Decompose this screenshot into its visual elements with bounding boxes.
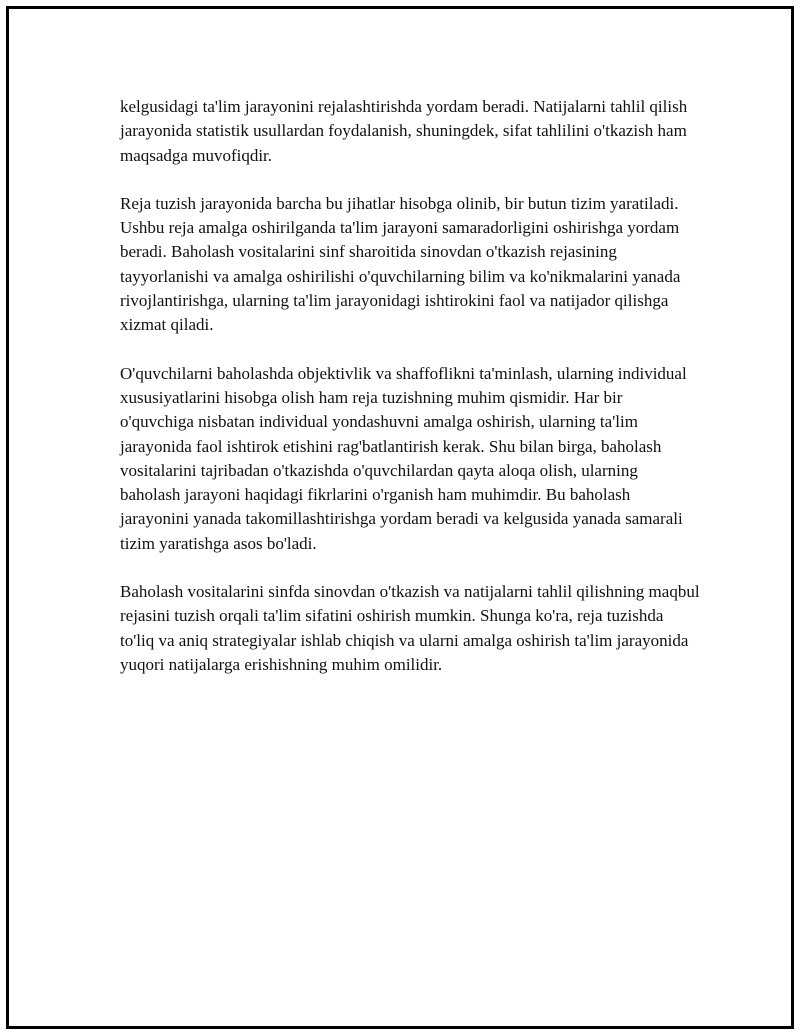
paragraph-1: kelgusidagi ta'lim jarayonini rejalashtirishda yordam beradi. Natijalarni tahlil qilish jarayonida statistik usullardan foydalanish, shuningdek, sifat tahlilini o'tkazish ham maqsadga muvofiqdir. — [120, 97, 688, 165]
paragraph-2: Reja tuzish jarayonida barcha bu jihatlar hisobga olinib, bir butun tizim yaratiladi. Ushbu reja amalga oshirilganda ta'lim jarayoni samaradorligini oshirishga yordam beradi. Baholash vositalarini sinf sharoitida sinovdan o'tkazish rejasining tayyorlanishi va amalga oshirilishi o'quvchilarning bilim va ko'nikmalarini yanada rivojlantirishga, ularning ta'lim jarayonidagi ishtirokini faol va natijador qilishga xizmat qiladi. — [120, 193, 681, 335]
paragraph-4: Baholash vositalarini sinfda sinovdan o'tkazish va natijalarni tahlil qilishning maqbul rejasini tuzish orqali ta'lim sifatini oshirish mumkin. Shunga ko'ra, reja tuzishda to'liq va aniq strategiyalar ishlab chiqish va ularni amalga oshirish ta'lim jarayonida yuqori natijalarga erishishning muhim omilidir. — [120, 582, 700, 674]
document-body — [120, 95, 700, 701]
paragraph-3: O'quvchilarni baholashda objektivlik va shaffoflikni ta'minlash, ularning individual xususiyatlarini hisobga olish ham reja tuzishning muhim qismidir. Har bir o'quvchiga nisbatan individual yondashuvni amalga oshirish, ularning ta'lim jarayonida faol ishtirok etishini rag'batlantirish kerak. Shu bilan birga, baholash vositalarini tajribadan o'tkazishda o'quvchilardan qayta aloqa olish, ularning baholash jarayoni haqidagi fikrlarini o'rganish ham muhimdir. Bu baholash jarayonini yanada takomillashtirishga yordam beradi va kelgusida yanada samarali tizim yaratishga asos bo'ladi. — [120, 363, 687, 553]
document-page — [6, 6, 794, 1029]
